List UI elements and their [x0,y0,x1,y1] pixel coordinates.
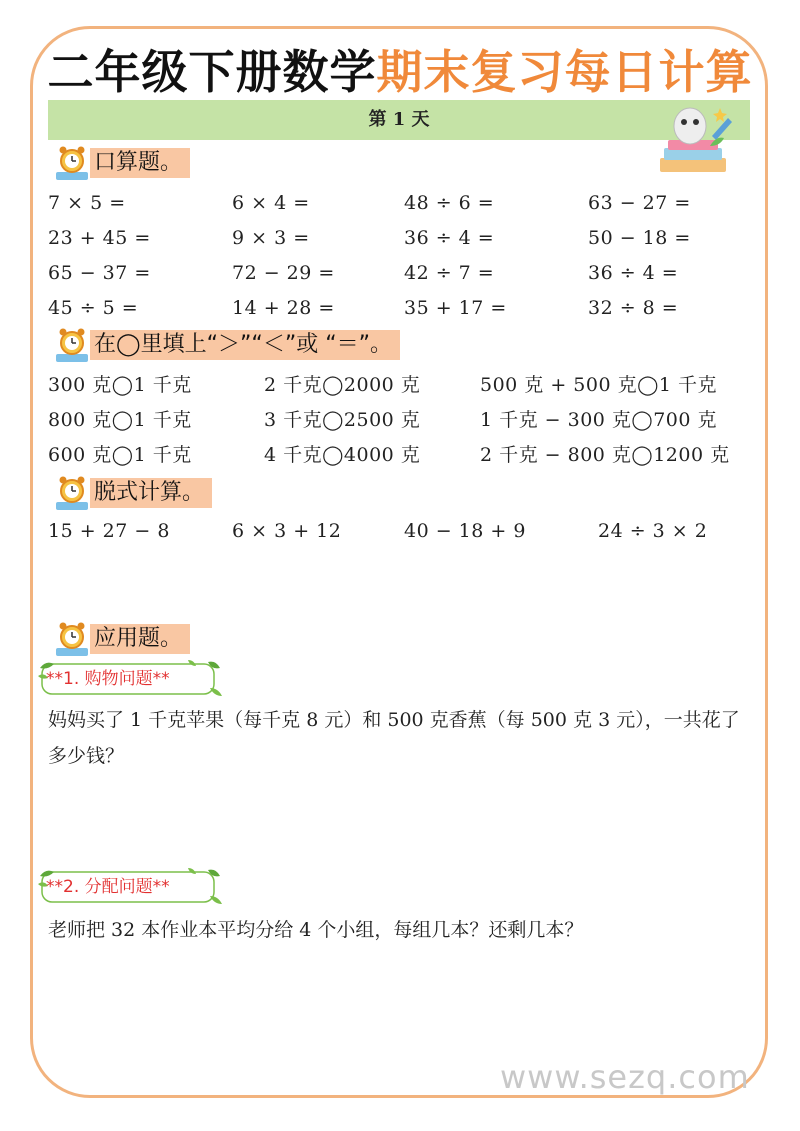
title-grade: 二年级下册数学 [47,45,377,99]
section-oral-title: 口算题。 [90,148,190,178]
oral-item: 9 × 3 = [232,227,310,249]
compare-item: 3 千克◯2500 克 [264,409,421,431]
oral-item: 14 + 28 = [232,297,335,319]
section-stepwise-title: 脱式计算。 [90,478,212,508]
oral-item: 50 − 18 = [588,227,691,249]
compare-row [48,370,768,400]
day-label: 第 1 天 [368,109,430,130]
alarm-clock-icon [54,326,90,364]
problem-text: 妈妈买了 1 千克苹果（每千克 8 元）和 500 克香蕉（每 500 克 3 元），一共花了多少钱？ [48,709,740,767]
oral-item: 7 × 5 = [48,192,126,214]
oral-item: 45 ÷ 5 = [48,297,139,319]
problem-tag [38,658,224,700]
compare-item: 500 克 + 500 克◯1 千克 [480,374,718,396]
alarm-clock-icon [54,620,90,658]
alarm-clock-icon [54,474,90,512]
problem-tag [38,866,224,908]
oral-row [48,258,768,288]
oral-item: 32 ÷ 8 = [588,297,679,319]
title-review: 期末复习每日计算 [376,45,753,99]
stepwise-item: 6 × 3 + 12 [232,520,342,542]
oral-item: 23 + 45 = [48,227,151,249]
problem-text: 老师把 32 本作业本平均分给 4 个小组，每组几本？还剩几本？ [48,919,584,941]
problem-tag-label: **1. 购物问题** [46,669,170,689]
compare-item: 2 千克 − 800 克◯1200 克 [480,444,730,466]
compare-item: 800 克◯1 千克 [48,409,192,431]
compare-item: 300 克◯1 千克 [48,374,192,396]
compare-item: 1 千克 − 300 克◯700 克 [480,409,718,431]
oral-item: 48 ÷ 6 = [404,192,495,214]
alarm-clock-icon [54,144,90,182]
oral-item: 65 − 37 = [48,262,151,284]
watermark: www.sezq.com [500,1058,750,1096]
stepwise-row [48,516,768,546]
oral-item: 36 ÷ 4 = [404,227,495,249]
study-illustration-icon [650,96,740,186]
compare-item: 2 千克◯2000 克 [264,374,421,396]
oral-item: 63 − 27 = [588,192,691,214]
oral-item: 42 ÷ 7 = [404,262,495,284]
page-title [0,40,800,104]
section-compare-title: 在◯里填上“＞”“＜”或 “＝”。 [90,330,400,360]
oral-row [48,188,768,218]
stepwise-item: 40 − 18 + 9 [404,520,526,542]
oral-item: 35 + 17 = [404,297,507,319]
oral-item: 6 × 4 = [232,192,310,214]
stepwise-item: 15 + 27 − 8 [48,520,170,542]
compare-row [48,405,768,435]
oral-row [48,223,768,253]
compare-row [48,440,768,470]
compare-item: 600 克◯1 千克 [48,444,192,466]
problem-tag-label: **2. 分配问题** [46,877,170,897]
section-word-title: 应用题。 [90,624,190,654]
compare-item: 4 千克◯4000 克 [264,444,421,466]
oral-item: 72 − 29 = [232,262,335,284]
oral-row [48,293,768,323]
stepwise-item: 24 ÷ 3 × 2 [598,520,708,542]
day-bar [48,100,750,140]
oral-item: 36 ÷ 4 = [588,262,679,284]
